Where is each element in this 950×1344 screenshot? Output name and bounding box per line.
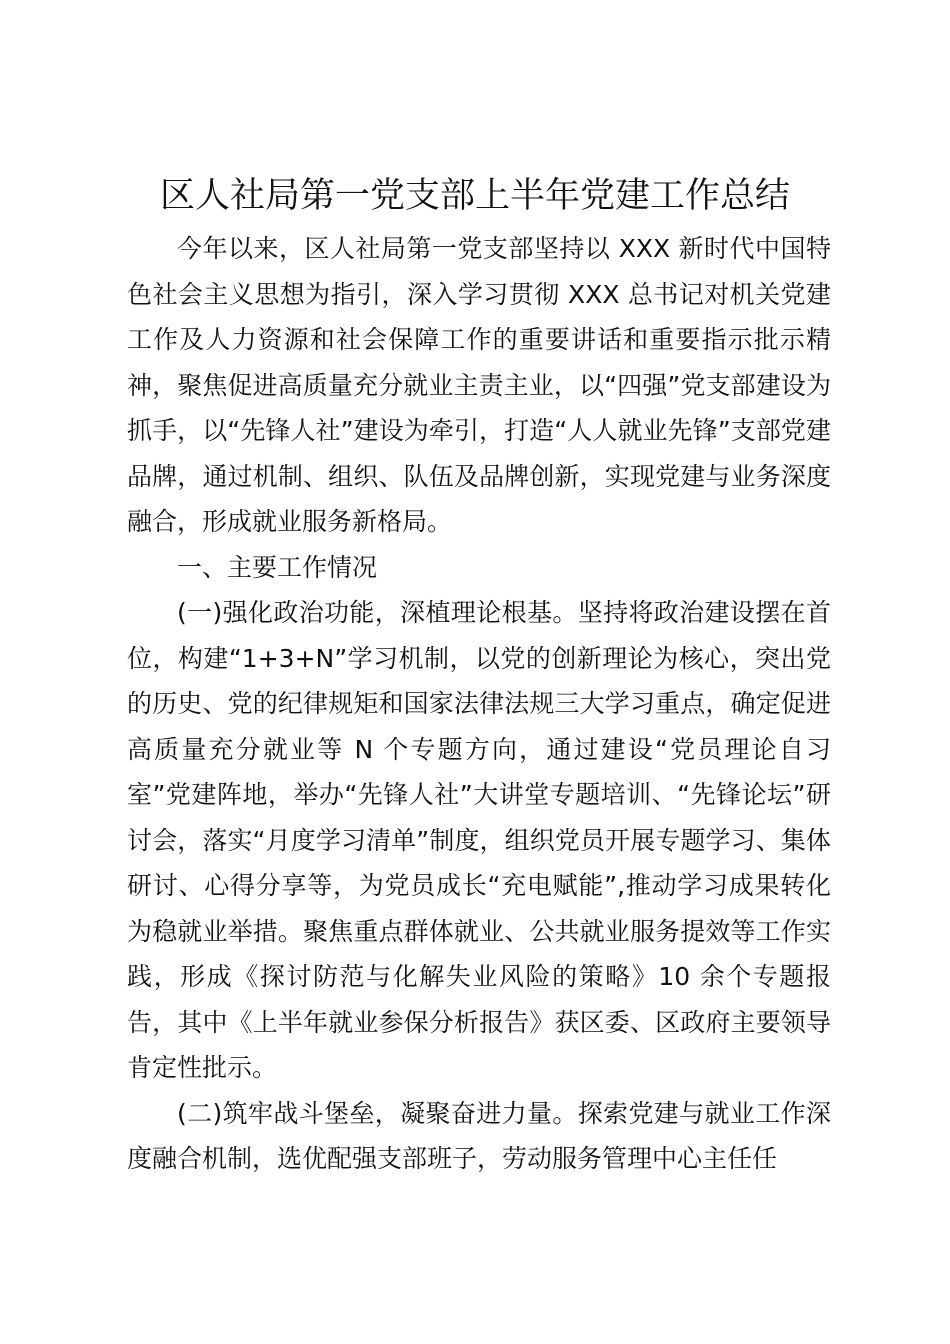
section-heading-main-work: 一、主要工作情况 [177,552,378,582]
intro-paragraph: 今年以来，区人社局第一党支部坚持以 XXX 新时代中国特色社会主义思想为指引，深入学习贯彻 XXX 总书记对机关党建工作及人力资源和社会保障工作的重要讲话和重要指示批示精神，聚焦促进高质量充分就业主责主业，以“四强”党支部建设为抓手，以“先锋人社”建设为牵引，打造“人人就业先锋”支部党建品牌，通过机制、组织、队伍及品牌创新，实现党建与业务深度融合，形成就业服务新格局。 [127,234,831,536]
document-title: 区人社局第一党支部上半年党建工作总结 [159,176,790,216]
document-body [127,226,831,1182]
paragraph-political-function: (一)强化政治功能，深植理论根基。坚持将政治建设摆在首位，构建“1+3+N”学习机制，以党的创新理论为核心，突出党的历史、党的纪律规矩和国家法律法规三大学习重点，确定促进高质量充分就业等 N 个专题方向，通过建设“党员理论自习室”党建阵地，举办“先锋人社”大讲堂专题培训、“先锋论坛”研讨会，落实“月度学习清单”制度，组织党员开展专题学习、集体研讨、心得分享等，为党员成长“充电赋能”,推动学习成果转化为稳就业举措。聚焦重点群体就业、公共就业服务提效等工作实践，形成《探讨防范与化解失业风险的策略》10 余个专题报告，其中《上半年就业参保分析报告》获区委、区政府主要领导肯定性批示。 [127,598,831,1082]
paragraph-fortress: (二)筑牢战斗堡垒，凝聚奋进力量。探索党建与就业工作深度融合机制，选优配强支部班子，劳动服务管理中心主任任 [127,1098,831,1173]
